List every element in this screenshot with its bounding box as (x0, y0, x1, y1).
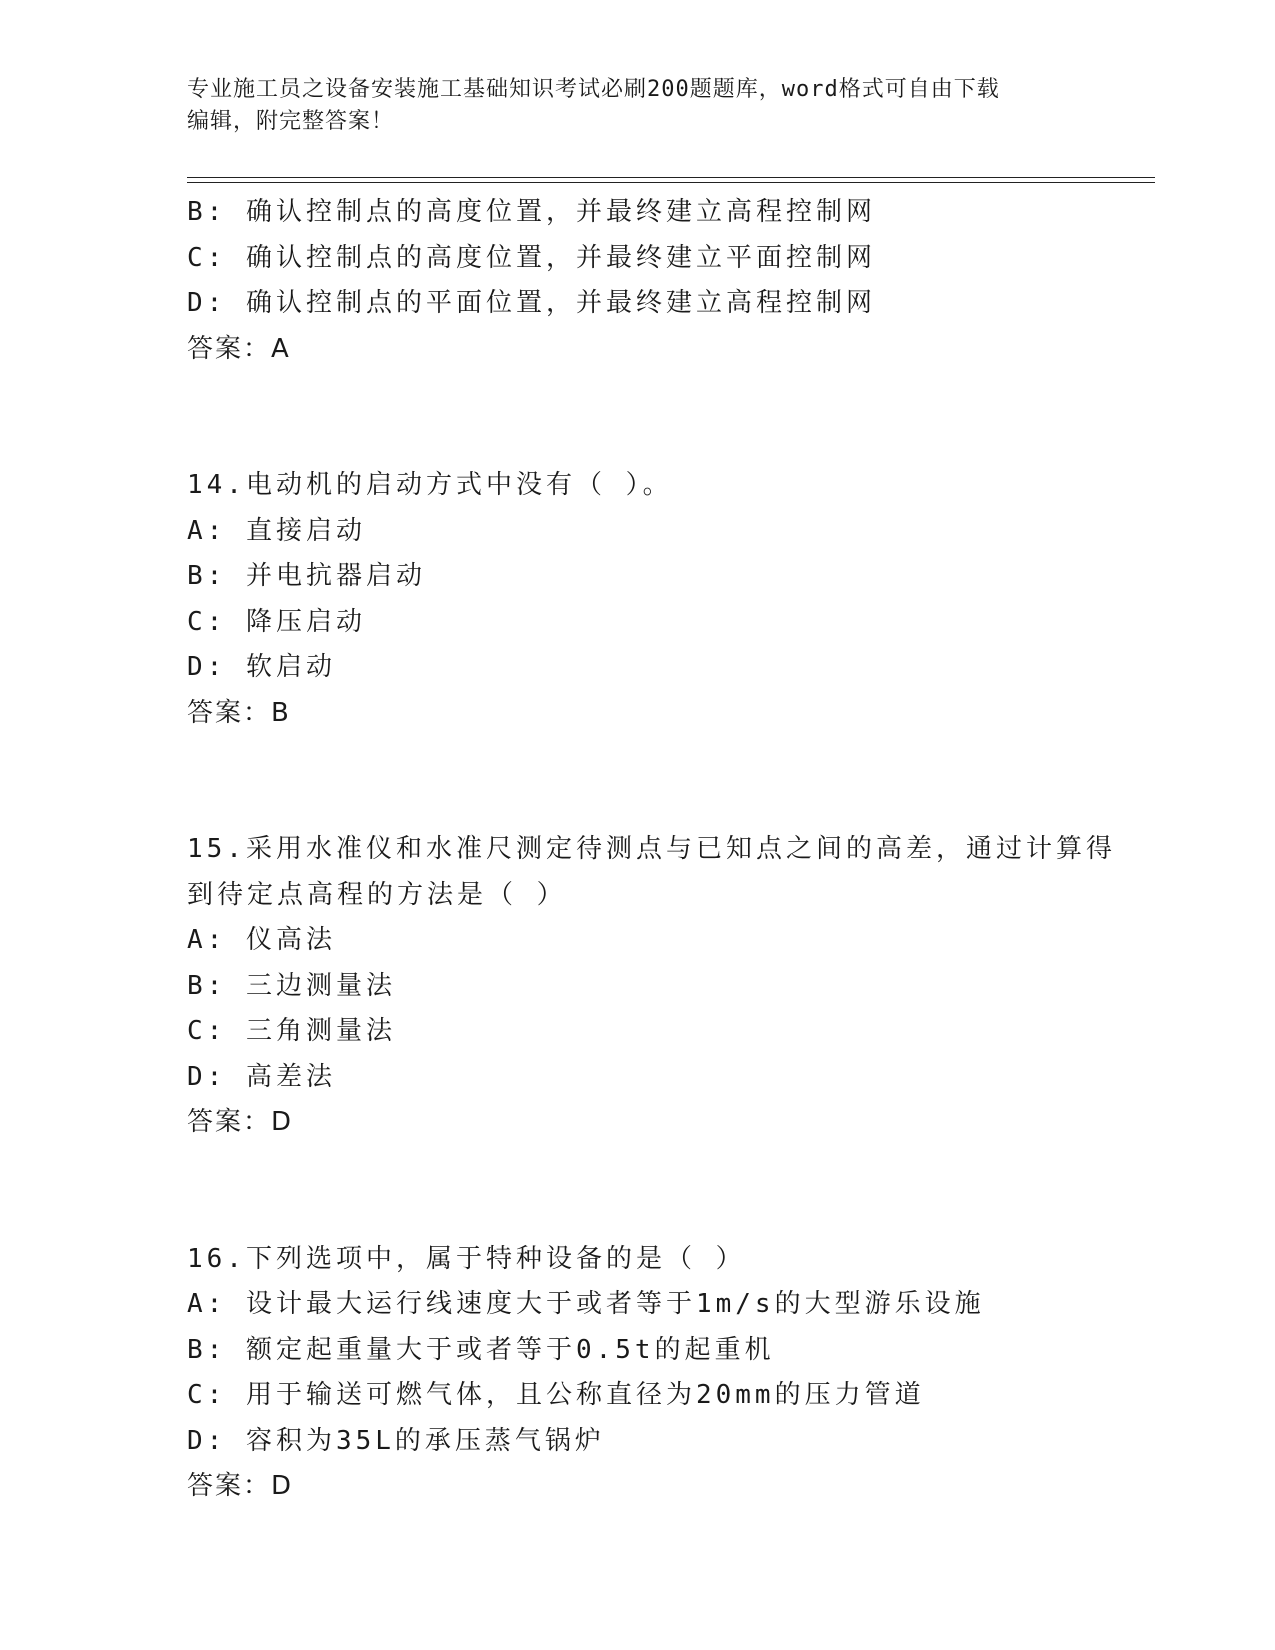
option-d: D: 容积为35L的承压蒸气锅炉 (187, 1425, 605, 1456)
question-block-14 (187, 463, 1147, 736)
option-b: B: 额定起重量大于或者等于0.5t的起重机 (187, 1334, 775, 1365)
question-spacer (187, 1146, 1147, 1237)
option-a: A: 仪高法 (187, 925, 336, 955)
answer-line: 答案：B (187, 697, 291, 728)
header-title-line-1: 专业施工员之设备安装施工基础知识考试必刷200题题库，word格式可自由下载 (187, 77, 1000, 102)
option-c: C: 用于输送可燃气体，且公称直径为20mm的压力管道 (187, 1380, 925, 1410)
question-content (187, 190, 1147, 1510)
option-b: B: 三边测量法 (187, 970, 396, 1001)
answer-line: 答案：A (187, 333, 291, 364)
document-header (187, 74, 1087, 138)
question-block-16 (187, 1237, 1147, 1510)
header-title-line-2: 编辑，附完整答案！ (187, 109, 395, 134)
question-stem-continued: 到待定点高程的方法是（ ） (187, 879, 567, 910)
option-b: B: 确认控制点的高度位置，并最终建立高程控制网 (187, 197, 876, 227)
option-a: A: 设计最大运行线速度大于或者等于1m/s的大型游乐设施 (187, 1289, 985, 1319)
option-d: D: 高差法 (187, 1061, 336, 1092)
option-c: C: 降压启动 (187, 606, 366, 637)
option-a: A: 直接启动 (187, 515, 366, 546)
option-d: D: 软启动 (187, 652, 336, 682)
question-stem: 16.下列选项中，属于特种设备的是（ ） (187, 1243, 746, 1274)
option-c: C: 确认控制点的高度位置，并最终建立平面控制网 (187, 242, 876, 273)
question-block-13 (187, 190, 1147, 372)
question-stem: 14.电动机的启动方式中没有（ ）。 (187, 470, 673, 500)
option-b: B: 并电抗器启动 (187, 561, 426, 591)
question-stem: 15.采用水准仪和水准尺测定待测点与已知点之间的高差，通过计算得 (187, 834, 1116, 864)
header-divider-bottom (187, 182, 1155, 183)
answer-line: 答案：D (187, 1107, 294, 1137)
question-spacer (187, 372, 1147, 463)
header-divider-top (187, 177, 1155, 178)
option-c: C: 三角测量法 (187, 1016, 396, 1046)
question-spacer (187, 736, 1147, 827)
option-d: D: 确认控制点的平面位置，并最终建立高程控制网 (187, 288, 876, 318)
answer-line: 答案：D (187, 1471, 294, 1501)
question-block-15 (187, 827, 1147, 1146)
